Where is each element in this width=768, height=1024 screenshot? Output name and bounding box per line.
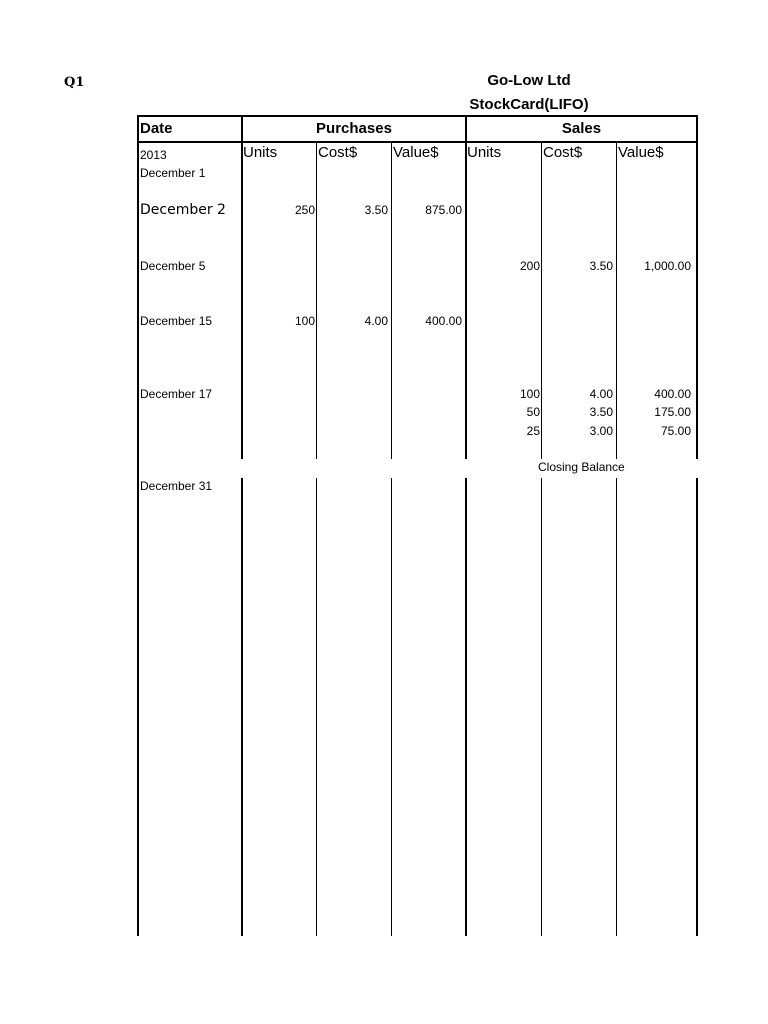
col-border-right <box>696 115 698 459</box>
row-date-dec31: December 31 <box>140 479 213 493</box>
row-date-dec2: December 2 <box>140 202 226 218</box>
col-border-s-cost <box>616 141 617 459</box>
col-border-right-lower <box>696 478 698 936</box>
header-date: Date <box>140 120 173 137</box>
s-units-dec17-3: 25 <box>526 424 540 438</box>
s-value-dec17-3: 75.00 <box>660 424 691 438</box>
header-s-cost: Cost$ <box>543 144 583 161</box>
closing-balance-label: Closing Balance <box>538 460 625 474</box>
table-top-border <box>137 115 698 117</box>
p-cost-dec2: 3.50 <box>364 203 388 217</box>
col-border-p-cost-lower <box>391 478 392 936</box>
s-units-dec5: 200 <box>519 259 540 273</box>
header-purchases: Purchases <box>316 120 392 137</box>
row-date-dec15: December 15 <box>140 314 213 328</box>
company-title: Go-Low Ltd <box>487 72 571 89</box>
s-cost-dec17-2: 3.50 <box>589 405 613 419</box>
p-units-dec2: 250 <box>294 203 315 217</box>
p-value-dec2: 875.00 <box>425 203 462 217</box>
stock-card-subtitle: StockCard(LIFO) <box>469 96 589 113</box>
row-date-dec5: December 5 <box>140 259 206 273</box>
col-border-p-units-lower <box>316 478 317 936</box>
question-label: Q1 <box>64 75 85 90</box>
s-cost-dec17-1: 4.00 <box>589 387 613 401</box>
p-cost-dec15: 4.00 <box>364 314 388 328</box>
col-border-purchases-lower <box>465 478 467 936</box>
header-s-units: Units <box>467 144 502 161</box>
col-border-date-lower <box>241 478 243 936</box>
s-cost-dec5: 3.50 <box>589 259 613 273</box>
p-units-dec15: 100 <box>294 314 315 328</box>
header-s-value: Value$ <box>618 144 664 161</box>
header-p-units: Units <box>243 144 278 161</box>
row-date-dec17: December 17 <box>140 387 213 401</box>
col-border-s-units-lower <box>541 478 542 936</box>
s-value-dec17-2: 175.00 <box>654 405 691 419</box>
row-date-dec1: December 1 <box>140 166 206 180</box>
header-p-value: Value$ <box>393 144 439 161</box>
col-border-s-units <box>541 141 542 459</box>
col-border-s-cost-lower <box>616 478 617 936</box>
year-label: 2013 <box>140 148 167 162</box>
col-border-p-units <box>316 141 317 459</box>
s-units-dec17-2: 50 <box>526 405 540 419</box>
s-value-dec5: 1,000.00 <box>644 259 691 273</box>
col-border-p-cost <box>391 141 392 459</box>
s-value-dec17-1: 400.00 <box>654 387 691 401</box>
col-border-date <box>241 115 243 459</box>
s-units-dec17-1: 100 <box>519 387 540 401</box>
p-value-dec15: 400.00 <box>425 314 462 328</box>
table-header-border <box>137 141 698 143</box>
header-sales: Sales <box>561 120 602 137</box>
col-border-left <box>137 115 139 936</box>
s-cost-dec17-3: 3.00 <box>589 424 613 438</box>
header-p-cost: Cost$ <box>318 144 358 161</box>
